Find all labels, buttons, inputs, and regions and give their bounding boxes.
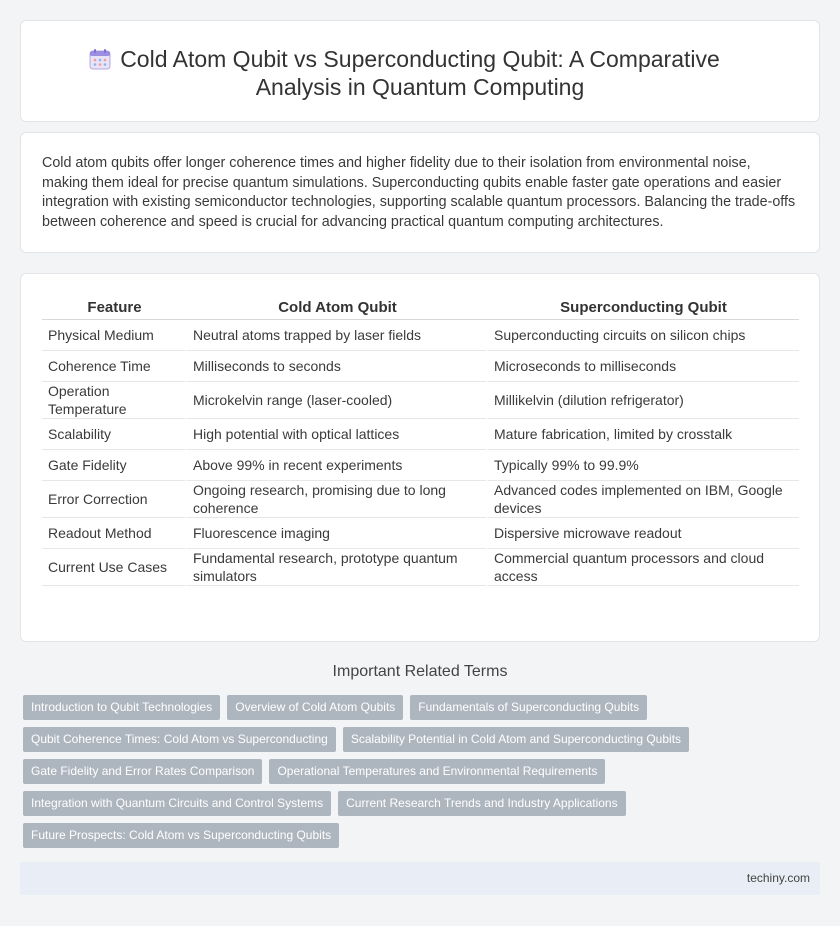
table-row (42, 450, 799, 481)
table-cell-feature: Coherence Time (42, 351, 187, 382)
table-cell-feature: Readout Method (42, 518, 187, 549)
related-term-link[interactable]: Operational Temperatures and Environmental Requirements (269, 759, 605, 784)
table-row (42, 419, 799, 450)
column-header-superconducting: Superconducting Qubit (488, 294, 799, 320)
related-term-link[interactable]: Introduction to Qubit Technologies (23, 695, 220, 720)
related-terms-list (23, 695, 803, 855)
comparison-card (20, 273, 820, 642)
footer-site-name: techiny.com (746, 871, 810, 885)
table-row (42, 320, 799, 351)
footer (20, 862, 820, 895)
table-cell-superconducting: Dispersive microwave readout (488, 518, 799, 549)
related-term-link[interactable]: Fundamentals of Superconducting Qubits (410, 695, 647, 720)
table-header-row (42, 294, 799, 320)
table-row (42, 351, 799, 382)
table-cell-cold-atom: Ongoing research, promising due to long coherence (187, 481, 488, 518)
header-card (20, 20, 820, 122)
related-term-link[interactable]: Scalability Potential in Cold Atom and Superconducting Qubits (343, 727, 689, 752)
related-terms-heading: Important Related Terms (332, 663, 508, 680)
page-title (21, 45, 819, 101)
table-cell-cold-atom: Milliseconds to seconds (187, 351, 488, 382)
column-header-feature: Feature (42, 294, 187, 320)
related-term-link[interactable]: Integration with Quantum Circuits and Control Systems (23, 791, 331, 816)
table-cell-feature: Current Use Cases (42, 549, 187, 586)
table-cell-cold-atom: Above 99% in recent experiments (187, 450, 488, 481)
table-row (42, 382, 799, 419)
table-cell-superconducting: Advanced codes implemented on IBM, Google devices (488, 481, 799, 518)
intro-card (20, 132, 820, 253)
table-cell-feature: Scalability (42, 419, 187, 450)
table-cell-cold-atom: Fundamental research, prototype quantum simulators (187, 549, 488, 586)
related-term-link[interactable]: Future Prospects: Cold Atom vs Superconducting Qubits (23, 823, 339, 848)
table-cell-feature: Error Correction (42, 481, 187, 518)
page-title-line-1: Cold Atom Qubit vs Superconducting Qubit: A Comparative (120, 46, 720, 72)
table-cell-superconducting: Microseconds to milliseconds (488, 351, 799, 382)
table-cell-superconducting: Millikelvin (dilution refrigerator) (488, 382, 799, 419)
column-header-cold-atom: Cold Atom Qubit (187, 294, 488, 320)
table-cell-cold-atom: Neutral atoms trapped by laser fields (187, 320, 488, 351)
table-cell-feature: Gate Fidelity (42, 450, 187, 481)
table-cell-feature: Physical Medium (42, 320, 187, 351)
related-term-link[interactable]: Gate Fidelity and Error Rates Comparison (23, 759, 262, 784)
intro-paragraph: Cold atom qubits offer longer coherence times and higher fidelity due to their isolation from environmental noise, making them ideal for precise quantum simulations. Superconducting qubits enable faster gate operations and easier integration with existing semiconductor technologies, supporting scalable quantum processors. Balancing the trade-offs between coherence and speed is crucial for advancing practical quantum computing architectures. (42, 155, 796, 230)
table-row (42, 549, 799, 586)
related-term-link[interactable]: Qubit Coherence Times: Cold Atom vs Superconducting (23, 727, 336, 752)
table-row (42, 518, 799, 549)
table-cell-cold-atom: Microkelvin range (laser-cooled) (187, 382, 488, 419)
table-cell-cold-atom: High potential with optical lattices (187, 419, 488, 450)
table-cell-superconducting: Typically 99% to 99.9% (488, 450, 799, 481)
table-cell-superconducting: Superconducting circuits on silicon chips (488, 320, 799, 351)
table-cell-feature: Operation Temperature (42, 382, 187, 419)
table-cell-cold-atom: Fluorescence imaging (187, 518, 488, 549)
related-term-link[interactable]: Current Research Trends and Industry Applications (338, 791, 625, 816)
related-term-link[interactable]: Overview of Cold Atom Qubits (227, 695, 403, 720)
page-title-line-2: Analysis in Quantum Computing (255, 74, 585, 100)
comparison-table (42, 294, 799, 586)
table-row (42, 481, 799, 518)
table-cell-superconducting: Mature fabrication, limited by crosstalk (488, 419, 799, 450)
table-cell-superconducting: Commercial quantum processors and cloud access (488, 549, 799, 586)
